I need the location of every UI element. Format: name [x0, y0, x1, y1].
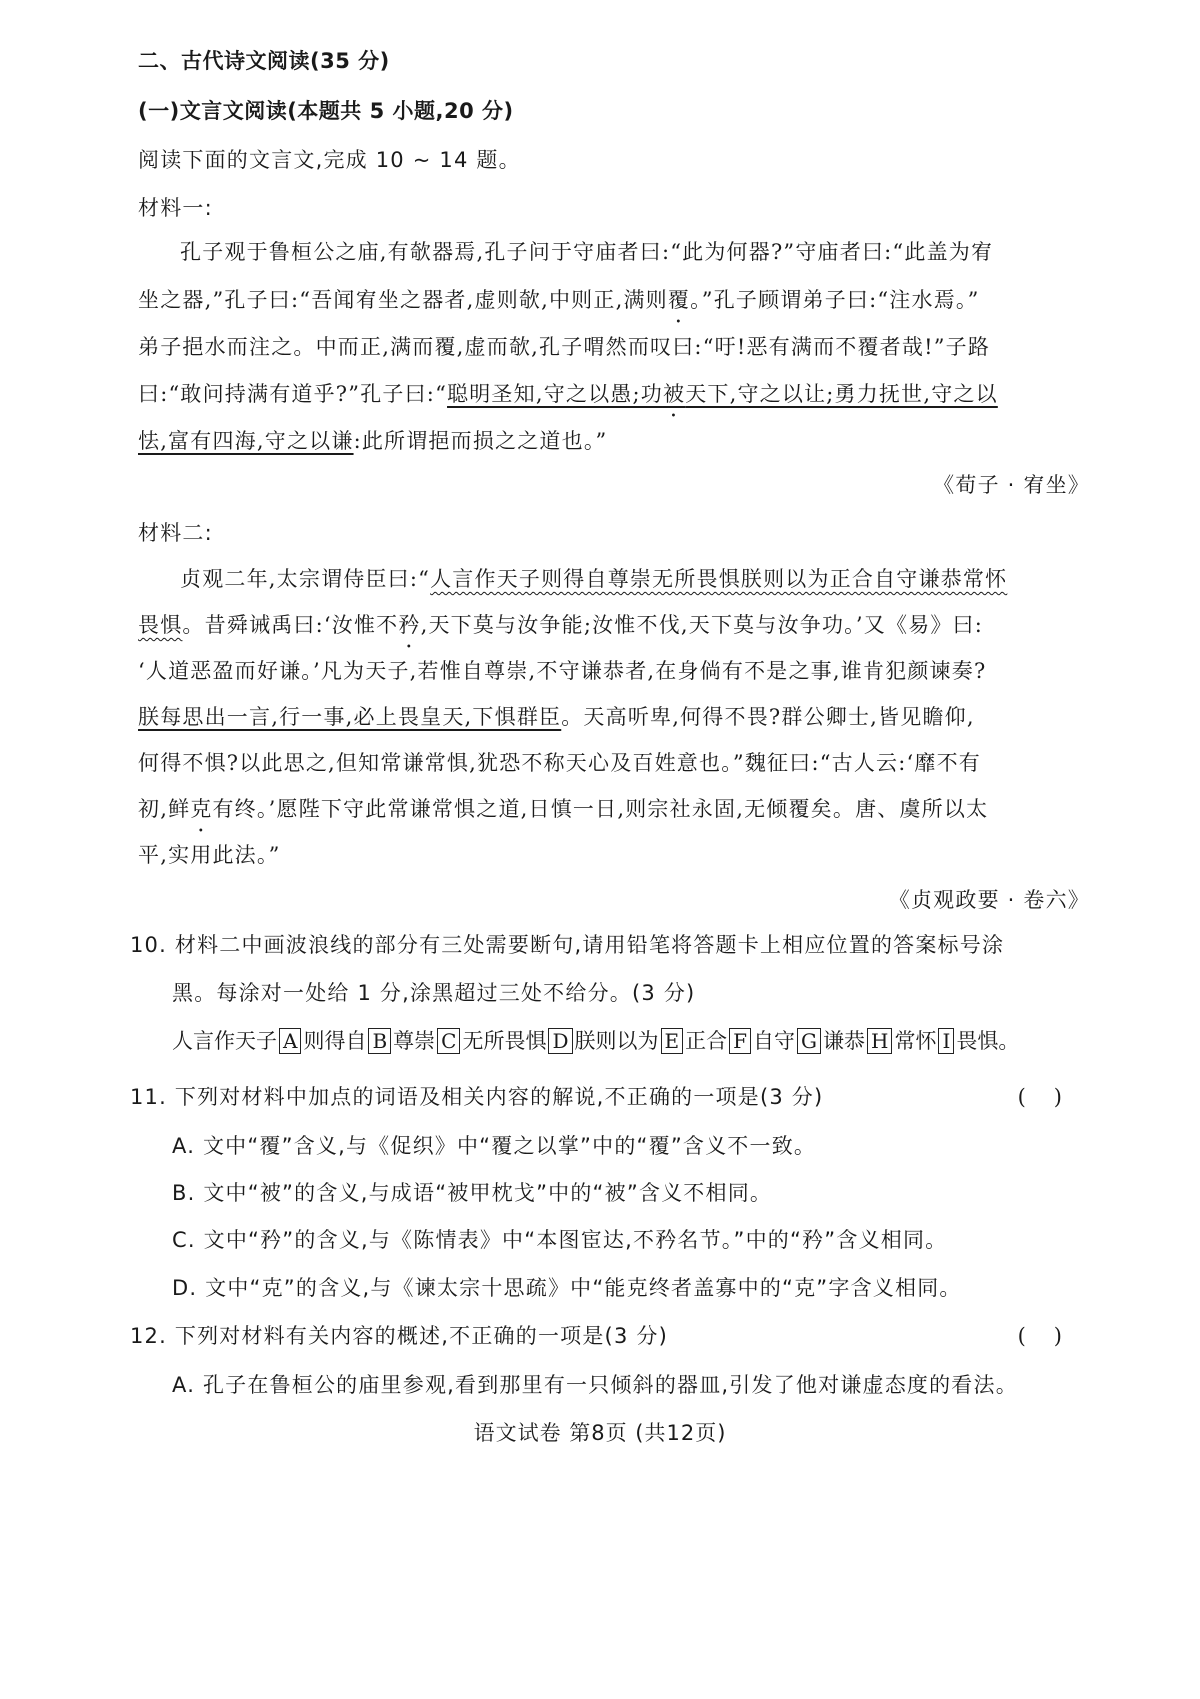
material2-line-5: 何得不惧?以此思之,但知常谦常惧,犹恐不称天心及百姓意也。”魏征曰:“古人云:‘靡不有	[138, 751, 982, 775]
material2-line-2: 畏惧。昔舜诫禹曰:‘汝惟不矜,天下莫与汝争能;汝惟不伐,天下莫与汝争功。’又《易》曰:	[138, 613, 984, 637]
material1-source: 《荀子 · 宥坐》	[933, 473, 1090, 497]
q12-answer-blank[interactable]: ()	[1017, 1324, 1090, 1348]
q11-option-b: B. 文中“被”的含义,与成语“被甲枕戈”中的“被”含义不相同。	[172, 1181, 773, 1205]
q12-stem: 12. 下列对材料有关内容的概述,不正确的一项是(3 分)	[130, 1324, 668, 1348]
material2-label: 材料二:	[138, 521, 213, 545]
dotted-word-jin: 矜	[398, 613, 421, 637]
break-mark-c[interactable]: C	[437, 1028, 460, 1054]
q12-option-a: A. 孔子在鲁桓公的庙里参观,看到那里有一只倾斜的器皿,引发了他对谦虚态度的看法。	[172, 1373, 1018, 1397]
underlined-sentence-2: 朕每思出一言,行一事,必上畏皇天,下惧群臣	[138, 705, 562, 729]
material1-line-4: 曰:“敢问持满有道乎?”孔子曰:“聪明圣知,守之以愚;功被天下,守之以让;勇力抚世,守之以	[138, 382, 998, 406]
material2-line-7: 平,实用此法。”	[138, 843, 281, 867]
break-mark-g[interactable]: G	[797, 1028, 821, 1054]
wavy-underlined-text: 人言作天子则得自尊崇无所畏惧朕则以为正合自守谦恭常怀	[430, 567, 1008, 591]
q11-stem: 11. 下列对材料中加点的词语及相关内容的解说,不正确的一项是(3 分)	[130, 1085, 824, 1109]
q11-answer-blank[interactable]: ()	[1017, 1085, 1090, 1109]
material2-line-4: 朕每思出一言,行一事,必上畏皇天,下惧群臣。天高听卑,何得不畏?群公卿士,皆见瞻仰,	[138, 705, 975, 729]
q11-option-c: C. 文中“矜”的含义,与《陈情表》中“本图宦达,不矜名节。”中的“矜”含义相同。	[172, 1228, 948, 1252]
material1-line-2: 坐之器,”孔子曰:“吾闻宥坐之器者,虚则欹,中则正,满则覆。”孔子顾谓弟子曰:“注水焉。”	[138, 288, 980, 312]
section-title: 二、古代诗文阅读(35 分)	[138, 49, 390, 73]
break-mark-d[interactable]: D	[548, 1028, 572, 1054]
q10-sentence: 人言作天子 A 则得自 B 尊崇 C 无所畏惧 D 朕则以为 E 正合 F 自守 G 谦恭 H 常怀 I 畏惧。	[172, 1029, 1020, 1053]
material1-label: 材料一:	[138, 196, 213, 220]
break-mark-h[interactable]: H	[867, 1028, 892, 1054]
q10-stem-line-1: 10. 材料二中画波浪线的部分有三处需要断句,请用铅笔将答题卡上相应位置的答案标号涂	[130, 933, 1005, 957]
break-mark-e[interactable]: E	[661, 1028, 684, 1054]
break-mark-f[interactable]: F	[729, 1028, 751, 1054]
material2-line-3: ‘人道恶盈而好谦。’凡为天子,若惟自尊崇,不守谦恭者,在身倘有不是之事,谁肯犯颜谏奏?	[138, 659, 987, 683]
underlined-sentence-end: 怯,富有四海,守之以谦	[138, 429, 354, 453]
material1-line-5: 怯,富有四海,守之以谦:此所谓挹而损之之道也。”	[138, 429, 608, 453]
break-mark-i[interactable]: I	[938, 1028, 954, 1054]
material2-line-6: 初,鲜克有终。’愿陛下守此常谦常惧之道,日慎一日,则宗社永固,无倾覆矣。唐、虞所以太	[138, 797, 989, 821]
material1-line-1: 孔子观于鲁桓公之庙,有欹器焉,孔子问于守庙者曰:“此为何器?”守庙者曰:“此盖为宥	[180, 240, 994, 264]
dotted-word-bei: 被	[662, 382, 686, 406]
material2-source: 《贞观政要 · 卷六》	[888, 888, 1090, 912]
q11-option-a: A. 文中“覆”含义,与《促织》中“覆之以掌”中的“覆”含义不一致。	[172, 1134, 817, 1158]
material1-line-3: 弟子挹水而注之。中而正,满而覆,虚而欹,孔子喟然而叹曰:“吁!恶有满而不覆者哉!”子路	[138, 335, 991, 359]
wavy-underlined-text-end: 畏惧	[138, 613, 183, 637]
reading-instruction: 阅读下面的文言文,完成 10 ~ 14 题。	[138, 148, 521, 172]
underlined-sentence: 聪明圣知,守之以愚;功被天下,守之以让;勇力抚世,守之以	[447, 382, 998, 406]
q11-option-d: D. 文中“克”的含义,与《谏太宗十思疏》中“能克终者盖寡中的“克”字含义相同。	[172, 1276, 962, 1300]
dotted-word-fu: 覆	[667, 288, 691, 312]
q10-stem-line-2: 黑。每涂对一处给 1 分,涂黑超过三处不给分。(3 分)	[172, 981, 696, 1005]
material2-line-1: 贞观二年,太宗谓侍臣曰:“人言作天子则得自尊崇无所畏惧朕则以为正合自守谦恭常怀	[180, 567, 1008, 591]
subsection-title: (一)文言文阅读(本题共 5 小题,20 分)	[138, 99, 514, 123]
break-mark-a[interactable]: A	[279, 1028, 301, 1054]
page-footer: 语文试卷 第8页 (共12页)	[473, 1421, 727, 1445]
dotted-word-ke: 克	[190, 797, 213, 821]
break-mark-b[interactable]: B	[368, 1028, 391, 1054]
